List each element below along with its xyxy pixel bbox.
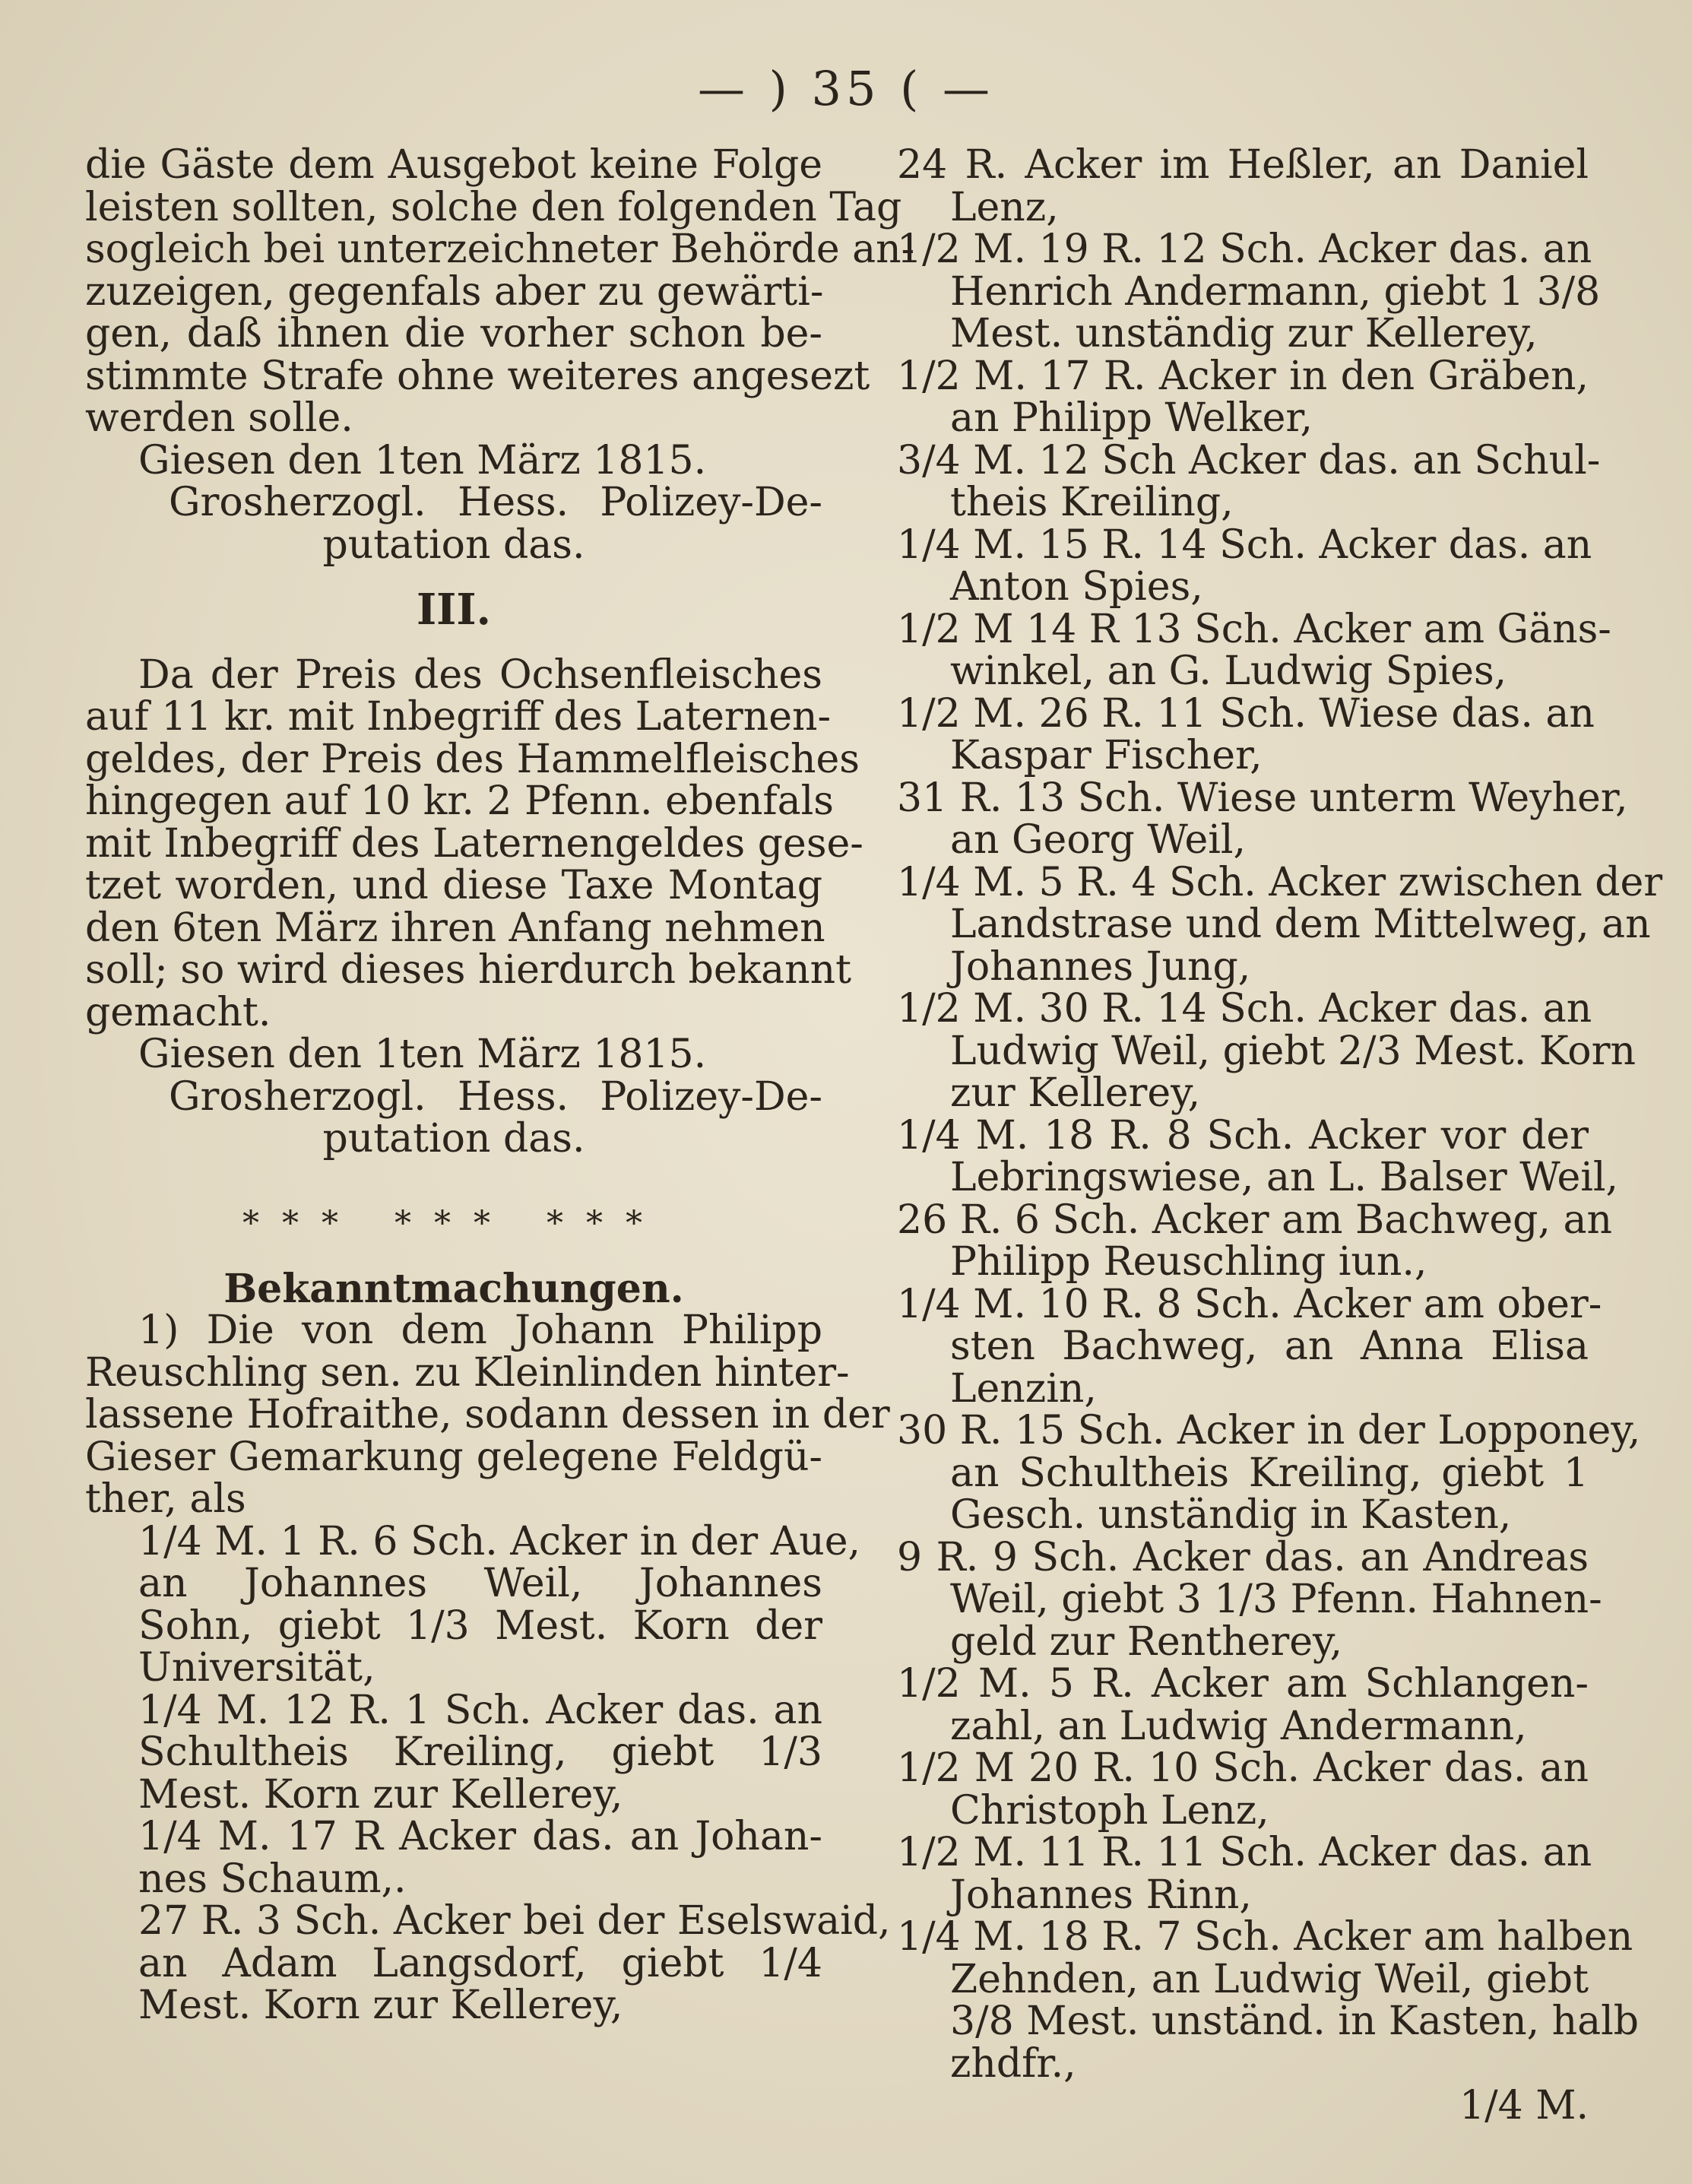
text-line: zuzeigen, gegenfals aber zu gewärti-	[85, 268, 824, 315]
item-line: 3/8 Mest. unständ. in Kasten, halb	[950, 1999, 1640, 2044]
item-line: 26 R. 6 Sch. Acker am Bachweg, an	[897, 1197, 1612, 1243]
paragraph-2	[85, 651, 863, 1035]
item-line: 1/4 M. 17 R Acker das. an Johan-	[138, 1814, 822, 1859]
item-line: theis Kreiling,	[950, 480, 1234, 525]
text-line: ther, als	[85, 1476, 246, 1522]
signature-line: Grosherzogl. Hess. Polizey-De-	[169, 480, 822, 525]
item-line: 1/2 M. 5 R. Acker am Schlangen-	[897, 1661, 1589, 1707]
item-line: Philipp Reuschling iun.,	[950, 1239, 1427, 1285]
paragraph-3	[85, 1308, 890, 1522]
text-line: stimmte Strafe ohne weiteres angesezt	[85, 353, 870, 399]
item-line: Universität,	[138, 1645, 375, 1691]
right-column	[897, 142, 1663, 2129]
signature-line: putation das.	[322, 1116, 585, 1162]
item-line: 1/2 M. 17 R. Acker in den Gräben,	[897, 353, 1589, 399]
item-line: 1/2 M. 30 R. 14 Sch. Acker das. an	[897, 986, 1592, 1032]
item-line: Johannes Jung,	[950, 943, 1251, 990]
signature-line: putation das.	[322, 521, 585, 568]
item-line: 1/4 M. 1 R. 6 Sch. Acker in der Aue,	[138, 1518, 861, 1564]
item-line: an Adam Langsdorf, giebt 1/4	[138, 1940, 822, 1986]
left-column	[85, 142, 915, 2028]
item-line: zahl, an Ludwig Andermann,	[950, 1703, 1527, 1749]
item-line: Schultheis Kreiling, giebt 1/3	[138, 1729, 822, 1775]
item-line: Christoph Lenz,	[950, 1787, 1269, 1834]
dateline: Giesen den 1ten März 1815.	[138, 1032, 707, 1077]
text-line: Reuschling sen. zu Kleinlinden hinter-	[85, 1349, 850, 1396]
item-line: zhdfr.,	[950, 2040, 1076, 2087]
text-line: hingegen auf 10 kr. 2 Pfenn. ebenfals	[85, 778, 834, 824]
dateline: Giesen den 1ten März 1815.	[138, 437, 707, 483]
item-line: Zehnden, an Ludwig Weil, giebt	[950, 1956, 1589, 2002]
item-line: Henrich Andermann, giebt 1 3/8	[950, 268, 1601, 315]
paragraph-1	[85, 142, 915, 441]
catchword: 1/4 M.	[1459, 2083, 1589, 2129]
section-number: III.	[416, 585, 492, 635]
item-line: 1/2 M. 19 R. 12 Sch. Acker das. an	[897, 227, 1592, 272]
item-line: 1/2 M 20 R. 10 Sch. Acker das. an	[897, 1745, 1589, 1791]
item-line: 1/2 M. 11 R. 11 Sch. Acker das. an	[897, 1830, 1592, 1875]
item-line: 3/4 M. 12 Sch Acker das. an Schul-	[897, 437, 1601, 483]
item-line: 1/4 M. 18 R. 8 Sch. Acker vor der	[897, 1112, 1589, 1159]
item-line: 1/4 M. 12 R. 1 Sch. Acker das. an	[138, 1687, 822, 1733]
item-line: 30 R. 15 Sch. Acker in der Lopponey,	[897, 1408, 1641, 1453]
item-line: Sohn, giebt 1/3 Mest. Korn der	[138, 1602, 822, 1649]
text-line: soll; so wird dieses hierdurch bekannt	[85, 947, 851, 993]
item-line: Anton Spies,	[950, 564, 1203, 610]
item-line: nes Schaum,.	[138, 1856, 407, 1902]
item-line: geld zur Rentherey,	[950, 1618, 1342, 1665]
text-line: sogleich bei unterzeichneter Behörde an-	[85, 227, 915, 272]
item-line: Mest. Korn zur Kellerey,	[138, 1771, 623, 1818]
item-line: 27 R. 3 Sch. Acker bei der Eselswaid,	[138, 1898, 891, 1944]
item-line: Lenzin,	[950, 1365, 1097, 1412]
item-line: 1/4 M. 15 R. 14 Sch. Acker das. an	[897, 521, 1592, 568]
item-line: 1/4 M. 18 R. 7 Sch. Acker am halben	[897, 1914, 1633, 1960]
left-items	[85, 1518, 891, 2028]
text-line: auf 11 kr. mit Inbegriff des Laternen-	[85, 694, 832, 740]
item-line: an Schultheis Kreiling, giebt 1	[950, 1450, 1589, 1496]
text-line: leisten sollten, solche den folgenden Tag	[85, 184, 902, 230]
item-line: 1/4 M. 5 R. 4 Sch. Acker zwischen der	[897, 859, 1663, 905]
item-line: 1/2 M 14 R 13 Sch. Acker am Gäns-	[897, 606, 1611, 652]
text-line: mit Inbegriff des Laternengeldes gese-	[85, 820, 863, 867]
item-line: Lenz,	[950, 184, 1059, 230]
item-line: 1/2 M. 26 R. 11 Sch. Wiese das. an	[897, 690, 1595, 737]
text-line: Da der Preis des Ochsenfleisches	[138, 651, 822, 698]
text-line: 1) Die von dem Johann Philipp	[138, 1308, 822, 1353]
item-line: Mest. unständig zur Kellerey,	[950, 311, 1538, 357]
ornament: *** *** ***	[242, 1204, 665, 1243]
item-line: winkel, an G. Ludwig Spies,	[950, 648, 1507, 694]
text-line: den 6ten März ihren Anfang nehmen	[85, 905, 825, 951]
item-line: Landstrase und dem Mittelweg, an	[950, 902, 1651, 947]
item-line: 31 R. 13 Sch. Wiese unterm Weyher,	[897, 775, 1628, 821]
signature-line: Grosherzogl. Hess. Polizey-De-	[169, 1073, 822, 1120]
text-line: tzet worden, und diese Taxe Montag	[85, 863, 822, 908]
item-line: an Georg Weil,	[950, 817, 1247, 863]
text-line: lassene Hofraithe, sodann dessen in der	[85, 1392, 890, 1438]
item-line: 1/4 M. 10 R. 8 Sch. Acker am ober-	[897, 1281, 1602, 1327]
section-title: Bekanntmachungen.	[223, 1265, 684, 1312]
item-line: Ludwig Weil, giebt 2/3 Mest. Korn	[950, 1028, 1636, 1074]
text-line: Gieser Gemarkung gelegene Feldgü-	[85, 1434, 822, 1480]
item-line: Lebringswiese, an L. Balser Weil,	[950, 1155, 1619, 1200]
item-line: Weil, giebt 3 1/3 Pfenn. Hahnen-	[950, 1577, 1602, 1622]
item-line: Johannes Rinn,	[950, 1872, 1252, 1918]
item-line: Mest. Korn zur Kellerey,	[138, 1983, 623, 2028]
item-line: Kaspar Fischer,	[950, 733, 1263, 778]
page-header: — ) 35 ( —	[697, 61, 995, 116]
item-line: sten Bachweg, an Anna Elisa	[950, 1323, 1589, 1369]
item-line: Gesch. unständig in Kasten,	[950, 1492, 1512, 1538]
text-line: werden solle.	[85, 395, 353, 441]
item-line: zur Kellerey,	[950, 1070, 1201, 1116]
text-line: die Gäste dem Ausgebot keine Folge	[85, 142, 822, 188]
item-line: an Philipp Welker,	[950, 395, 1313, 441]
text-line: geldes, der Preis des Hammelfleisches	[85, 736, 860, 782]
item-line: an Johannes Weil, Johannes	[138, 1561, 822, 1606]
item-line: 24 R. Acker im Heßler, an Daniel	[897, 142, 1589, 188]
item-line: 9 R. 9 Sch. Acker das. an Andreas	[897, 1534, 1589, 1580]
text-line: gemacht.	[85, 989, 271, 1035]
text-line: gen, daß ihnen die vorher schon be-	[85, 311, 822, 357]
